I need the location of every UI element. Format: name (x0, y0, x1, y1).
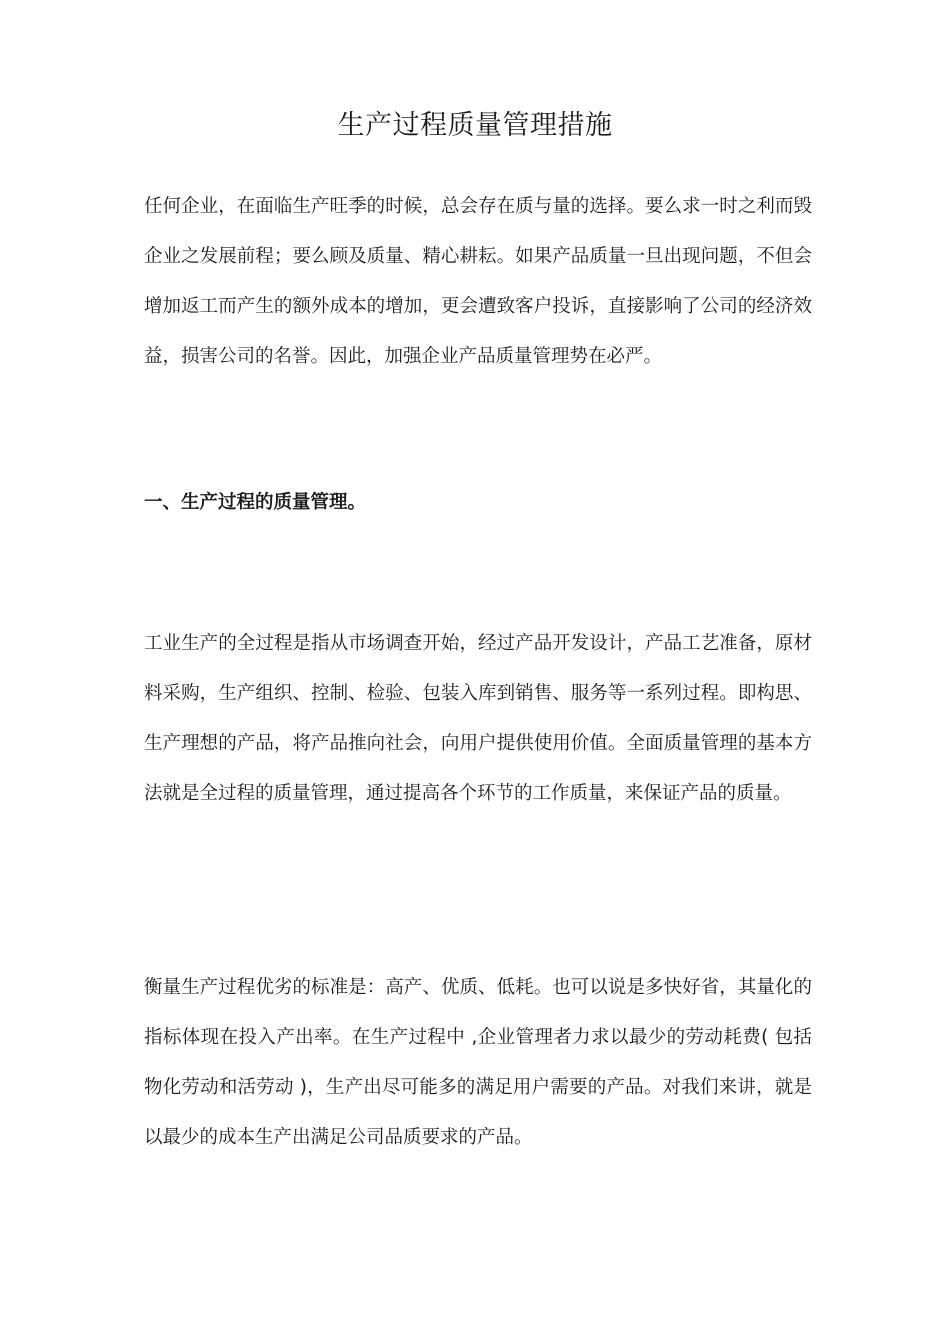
section-heading: 一、生产过程的质量管理。 (144, 492, 367, 513)
page-title: 生产过程质量管理措施 (337, 110, 613, 141)
standard-paragraph: 衡量生产过程优劣的标准是：高产、优质、低耗。也可以说是多快好省，其量化的指标体现在投入产出率。在生产过程中 ,企业管理者力求以最少的劳动耗费( 包括物化劳动和活劳动 )，生产出尽可能多的满足用户需要的产品。对我们来讲，就是以最少的成本生产出满足公司品质要求的产品。 (144, 977, 812, 1148)
process-paragraph: 工业生产的全过程是指从市场调查开始，经过产品开发设计，产品工艺准备，原材料采购，生产组织、控制、检验、包装入库到销售、服务等一系列过程。即构思、生产理想的产品，将产品推向社会，向用户提供使用价值。全面质量管理的基本方法就是全过程的质量管理，通过提高各个环节的工作质量，来保证产品的质量。 (144, 633, 812, 804)
intro-paragraph: 任何企业，在面临生产旺季的时候，总会存在质与量的选择。要么求一时之利而毁企业之发展前程；要么顾及质量、精心耕耘。如果产品质量一旦出现问题，不但会增加返工而产生的额外成本的增加，更会遭致客户投诉，直接影响了公司的经济效益，损害公司的名誉。因此，加强企业产品质量管理势在必严。 (144, 196, 812, 367)
